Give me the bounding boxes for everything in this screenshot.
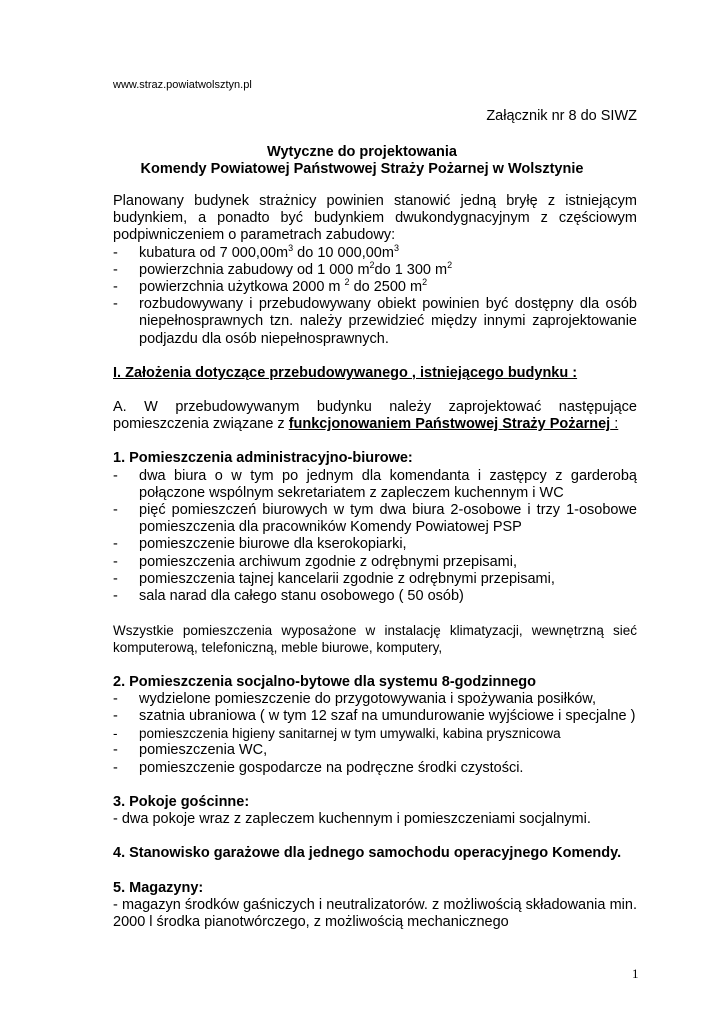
list-item: - pomieszczenie gospodarcze na podręczne środki czystości. bbox=[113, 759, 524, 776]
storage-text: - magazyn środków gaśniczych i neutralizatorów. z możliwością składowania min. 2000 l środka pianotwórczego, z możliwością mechanicznego bbox=[113, 896, 637, 930]
param-item: - kubatura od 7 $000,00m^3$ do 10 $000,00m^3$ bbox=[113, 242, 399, 261]
section-lead: A. W przebudowywanym budynku należy zaprojektować następujące pomieszczenia związane z funkcjonowaniem Państwowej Straży Pożarnej : bbox=[113, 399, 637, 433]
document-body bbox=[113, 193, 637, 931]
param-item: - powierzchnia zabudowy od 1 000 $m^2do$ 1 300 $m^2$ bbox=[113, 259, 453, 278]
intro-paragraph: Planowany budynek strażnicy powinien stanowić jedną bryłę z istniejącym budynkiem, a ponadto być budynkiem dwukondygnacyjnym z częściowym podpiwniczeniem o parametrach zabudowy: bbox=[113, 193, 637, 244]
title-line-2: Komendy Powiatowej Państwowej Straży Pożarnej w Wolsztynie bbox=[140, 161, 584, 177]
page-number: 1 bbox=[632, 966, 639, 981]
list-item: - pomieszczenia WC, bbox=[113, 742, 268, 759]
admin-heading: 1. Pomieszczenia administracyjno-biurowe: bbox=[113, 450, 413, 467]
list-item: - sala narad dla całego stanu osobowego ( 50 osób) bbox=[113, 588, 464, 605]
list-item: - pomieszczenia tajnej kancelarii zgodnie z odrębnymi przepisami, bbox=[113, 570, 555, 587]
title-line-1: Wytyczne do projektowania bbox=[267, 144, 457, 160]
list-item: - wydzielone pomieszczenie do przygotowywania i spożywania posiłków, bbox=[113, 690, 596, 707]
storage-heading: 5. Magazyny: bbox=[113, 879, 204, 896]
attachment-label: Załącznik nr 8 do SIWZ bbox=[486, 108, 637, 124]
admin-note: Wszystkie pomieszczenia wyposażone w instalację klimatyzacji, wewnętrzną sieć komputerową, telefoniczną, meble biurowe, komputery, bbox=[113, 623, 637, 656]
list-item: - pomieszczenia archiwum zgodnie z odrębnymi przepisami, bbox=[113, 553, 517, 570]
param-item: - powierzchnia użytkowa 2000 m $^2$ do 2500 $m^2$ bbox=[113, 277, 428, 296]
section-heading: I. Założenia dotyczące przebudowywanego , istniejącego budynku : bbox=[113, 364, 578, 381]
list-item: - pomieszczenia higieny sanitarnej w tym umywalki, kabina prysznicowa bbox=[113, 726, 561, 742]
list-item: - dwa biura o w tym po jednym dla komendanta i zastępcy z garderobą połączone wspólnym sekretariatem z zapleczem kuchennym i WC bbox=[113, 467, 637, 501]
list-item: - szatnia ubraniowa ( w tym 12 szaf na umundurowanie wyjściowe i specjalne ) bbox=[113, 708, 636, 725]
list-item: - pięć pomieszczeń biurowych w tym dwa biura 2-osobowe i trzy 1-osobowe pomieszczenia dla pracowników Komendy Powiatowej PSP bbox=[113, 502, 637, 536]
guest-heading: 3. Pokoje gościnne: bbox=[113, 793, 250, 810]
social-heading: 2. Pomieszczenia socjalno-bytowe dla systemu 8-godzinnego bbox=[113, 673, 537, 690]
header-url: www.straz.powiatwolsztyn.pl bbox=[113, 79, 252, 91]
garage-heading: 4. Stanowisko garażowe dla jednego samochodu operacyjnego Komendy. bbox=[113, 845, 622, 862]
list-item: - pomieszczenie biurowe dla kserokopiarki, bbox=[113, 536, 407, 553]
guest-text: - dwa pokoje wraz z zapleczem kuchennym i pomieszczeniami socjalnymi. bbox=[113, 811, 591, 828]
accessibility-item: - rozbudowywany i przebudowywany obiekt powinien być dostępny dla osób niepełnosprawnych tzn. należy przewidzieć między innymi zaprojektowanie podjazdu dla osób niepełnosprawnych. bbox=[113, 296, 637, 347]
